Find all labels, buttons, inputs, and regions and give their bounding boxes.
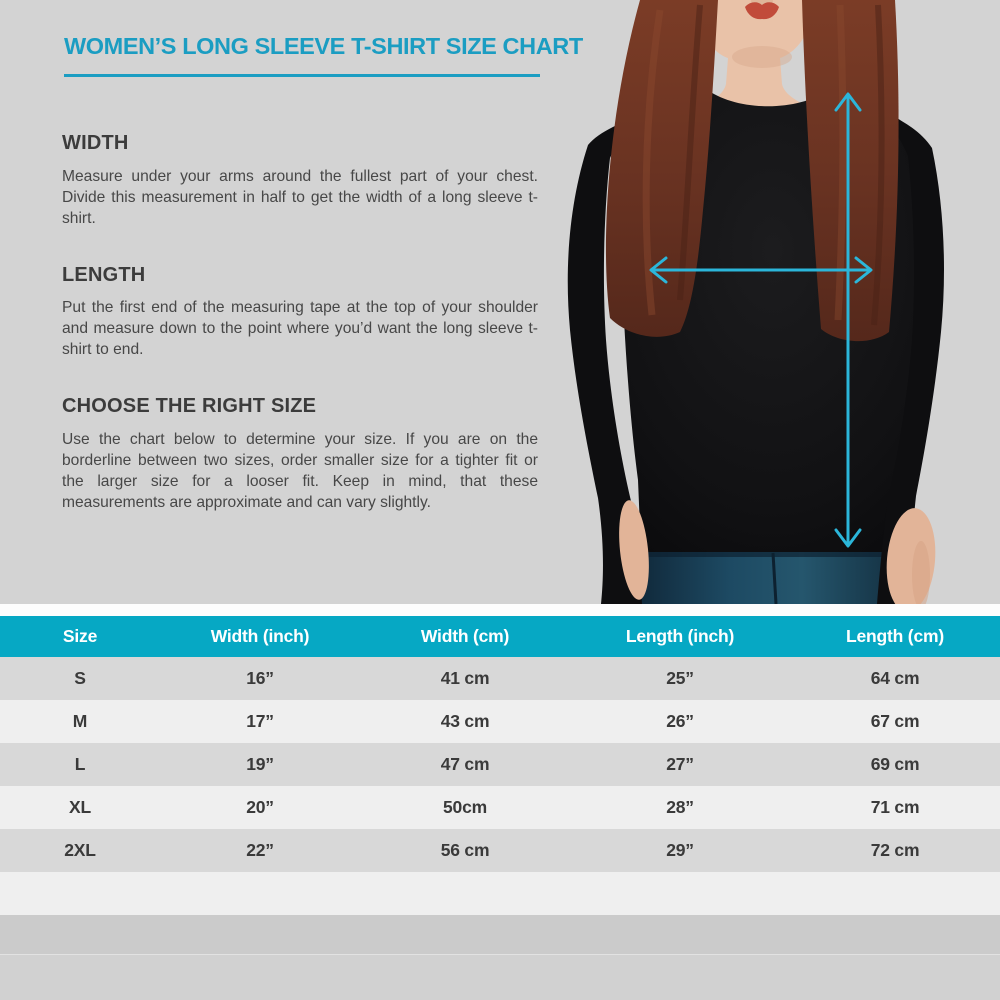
title-underline xyxy=(64,74,540,77)
length-cm-cell: 67 cm xyxy=(870,711,920,731)
size-cell: XL xyxy=(69,797,91,817)
size-cell: 2XL xyxy=(64,840,96,860)
width-inch-cell: 20” xyxy=(246,797,274,817)
empty-row-gray xyxy=(0,915,1000,954)
divider-strip xyxy=(0,604,1000,616)
size-cell: L xyxy=(74,754,86,774)
column-header-width-inch: Width (inch) xyxy=(210,626,310,646)
table-row-xl xyxy=(0,786,1000,829)
table-row-l xyxy=(0,743,1000,786)
size-cell: S xyxy=(74,668,86,688)
width-cm-cell: 50cm xyxy=(443,797,487,817)
footer-band xyxy=(0,954,1000,1000)
length-cm-cell: 72 cm xyxy=(870,840,920,860)
size-table xyxy=(0,616,1000,872)
width-section-heading: WIDTH xyxy=(62,132,129,154)
length-cm-cell: 71 cm xyxy=(870,797,920,817)
length-cm-cell: 69 cm xyxy=(870,754,920,774)
width-cm-cell: 43 cm xyxy=(440,711,490,731)
width-section-text: Measure under your arms around the fullest part of your chest. Divide this measurement in half to get the width of a long sleeve t-shirt. xyxy=(62,168,538,227)
width-inch-cell: 17” xyxy=(246,711,274,731)
table-row-s xyxy=(0,657,1000,700)
table-row-m xyxy=(0,700,1000,743)
column-header-width-cm: Width (cm) xyxy=(420,626,510,646)
width-cm-cell: 56 cm xyxy=(440,840,490,860)
width-inch-cell: 22” xyxy=(246,840,274,860)
model-jeans xyxy=(628,550,919,604)
width-inch-cell: 16” xyxy=(246,668,274,688)
table-header-row xyxy=(0,616,1000,657)
length-inch-cell: 29” xyxy=(666,840,694,860)
length-section-text: Put the first end of the measuring tape at the top of your shoulder and measure down to the point where you’d want the long sleeve t-shirt to end. xyxy=(62,299,538,358)
empty-row-light xyxy=(0,872,1000,915)
column-header-size: Size xyxy=(62,626,98,646)
width-inch-cell: 19” xyxy=(246,754,274,774)
width-cm-cell: 41 cm xyxy=(440,668,490,688)
size-cell: M xyxy=(72,711,88,731)
column-header-length-inch: Length (inch) xyxy=(625,626,735,646)
length-section-heading: LENGTH xyxy=(62,264,146,286)
length-inch-cell: 26” xyxy=(666,711,694,731)
page-title: WOMEN’S LONG SLEEVE T-SHIRT SIZE CHART xyxy=(64,33,583,59)
choose-size-section-heading: CHOOSE THE RIGHT SIZE xyxy=(62,395,317,417)
length-cm-cell: 64 cm xyxy=(870,668,920,688)
width-cm-cell: 47 cm xyxy=(440,754,490,774)
length-inch-cell: 27” xyxy=(666,754,694,774)
model-photo xyxy=(540,0,1000,604)
length-inch-cell: 25” xyxy=(666,668,694,688)
length-inch-cell: 28” xyxy=(666,797,694,817)
column-header-length-cm: Length (cm) xyxy=(846,626,944,646)
choose-size-section-text: Use the chart below to determine your size. If you are on the borderline between two sizes, order smaller size for a tighter fit or the larger size for a looser fit. Keep in mind, that these measurements are approximate and can vary slightly. xyxy=(62,431,538,511)
table-row-2xl xyxy=(0,829,1000,872)
